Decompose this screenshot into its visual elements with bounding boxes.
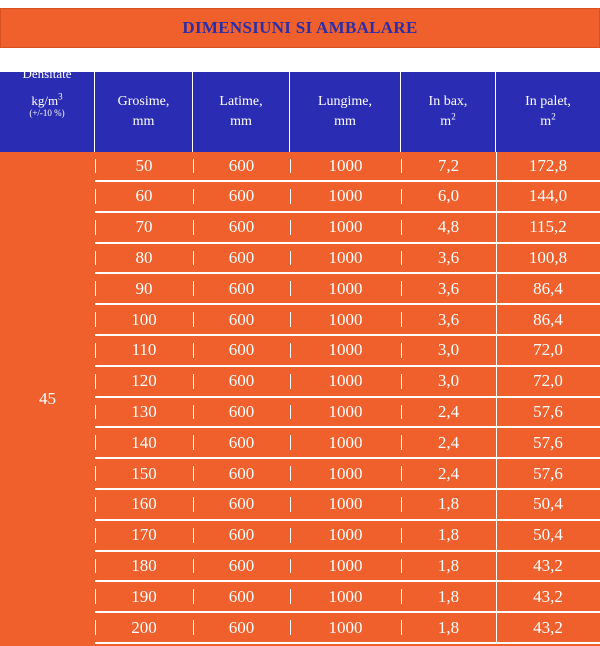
header-grosime	[95, 72, 193, 152]
header-in-bax-label: In bax,	[428, 94, 468, 109]
table-row	[95, 521, 600, 552]
cell-lungime: 1000	[290, 274, 401, 303]
header-in-bax-unit: $m^2$	[440, 111, 456, 129]
header-in-bax	[401, 72, 496, 152]
cell-in-palet: 100,8	[496, 244, 600, 273]
cell-latime: 600	[193, 152, 290, 180]
header-lungime-label: Lungime,	[317, 94, 373, 109]
cell-lungime: 1000	[290, 582, 401, 611]
header-densitate-unit: $kg/m^3$	[31, 91, 63, 108]
cell-lungime: 1000	[290, 490, 401, 519]
table-row	[95, 367, 600, 398]
cell-latime: 600	[193, 459, 290, 488]
title-bar	[0, 8, 600, 48]
cell-latime: 600	[193, 336, 290, 365]
cell-latime: 600	[193, 613, 290, 642]
cell-lungime: 1000	[290, 305, 401, 334]
page-title: DIMENSIUNI SI AMBALARE	[182, 18, 418, 37]
cell-grosime: 80	[95, 244, 193, 273]
cell-latime: 600	[193, 182, 290, 211]
cell-in-palet: 172,8	[496, 152, 600, 180]
cell-lungime: 1000	[290, 336, 401, 365]
cell-latime: 600	[193, 274, 290, 303]
header-grosime-unit: mm	[132, 114, 155, 129]
cell-lungime: 1000	[290, 459, 401, 488]
table-row	[95, 152, 600, 182]
table-row	[95, 336, 600, 367]
cell-latime: 600	[193, 490, 290, 519]
header-latime-label: Latime,	[219, 94, 263, 109]
cell-in-bax: 1,8	[401, 613, 496, 642]
table-row	[95, 459, 600, 490]
cell-in-palet: 144,0	[496, 182, 600, 211]
cell-lungime: 1000	[290, 367, 401, 396]
header-in-palet-label: In palet,	[525, 94, 571, 109]
cell-latime: 600	[193, 428, 290, 457]
cell-latime: 600	[193, 398, 290, 427]
header-in-palet	[496, 72, 600, 152]
table-row	[95, 213, 600, 244]
table-row	[95, 428, 600, 459]
cell-in-bax: 1,8	[401, 552, 496, 581]
cell-lungime: 1000	[290, 613, 401, 642]
cell-latime: 600	[193, 552, 290, 581]
cell-in-bax: 4,8	[401, 213, 496, 242]
cell-in-palet: 72,0	[496, 336, 600, 365]
table-body	[0, 152, 600, 646]
cell-latime: 600	[193, 582, 290, 611]
header-densitate	[0, 66, 95, 152]
cell-grosime: 120	[95, 367, 193, 396]
cell-grosime: 150	[95, 459, 193, 488]
table-row	[95, 274, 600, 305]
cell-grosime: 50	[95, 152, 193, 180]
cell-lungime: 1000	[290, 182, 401, 211]
cell-latime: 600	[193, 305, 290, 334]
cell-in-palet: 43,2	[496, 552, 600, 581]
cell-lungime: 1000	[290, 521, 401, 550]
cell-in-bax: 3,6	[401, 274, 496, 303]
header-latime	[193, 72, 290, 152]
cell-in-palet: 57,6	[496, 428, 600, 457]
header-grosime-label: Grosime,	[117, 94, 170, 109]
cell-latime: 600	[193, 367, 290, 396]
header-lungime-unit: mm	[334, 114, 356, 129]
cell-latime: 600	[193, 213, 290, 242]
cell-lungime: 1000	[290, 244, 401, 273]
cell-grosime: 70	[95, 213, 193, 242]
cell-grosime: 60	[95, 182, 193, 211]
cell-lungime: 1000	[290, 213, 401, 242]
densitate-value: 45	[39, 389, 56, 408]
table-row	[95, 552, 600, 583]
table-row	[95, 244, 600, 275]
table-row	[95, 398, 600, 429]
header-densitate-tolerance: (+/-10 %)	[29, 108, 65, 118]
cell-in-bax: 2,4	[401, 398, 496, 427]
table-row	[95, 182, 600, 213]
cell-grosime: 110	[95, 336, 193, 365]
cell-in-bax: 7,2	[401, 152, 496, 180]
table-row	[95, 613, 600, 644]
cell-in-bax: 3,0	[401, 336, 496, 365]
cell-lungime: 1000	[290, 428, 401, 457]
cell-grosime: 100	[95, 305, 193, 334]
cell-grosime: 190	[95, 582, 193, 611]
header-latime-unit: mm	[230, 114, 252, 129]
header-lungime	[290, 72, 401, 152]
cell-in-bax: 1,8	[401, 521, 496, 550]
cell-in-palet: 57,6	[496, 398, 600, 427]
cell-grosime: 140	[95, 428, 193, 457]
cell-in-palet: 72,0	[496, 367, 600, 396]
cell-in-palet: 50,4	[496, 521, 600, 550]
table-row	[95, 490, 600, 521]
header-in-palet-unit: $m^2$	[540, 111, 556, 129]
cell-lungime: 1000	[290, 398, 401, 427]
cell-grosime: 130	[95, 398, 193, 427]
cell-in-bax: 3,6	[401, 244, 496, 273]
cell-in-bax: 1,8	[401, 582, 496, 611]
cell-in-bax: 1,8	[401, 490, 496, 519]
cell-in-palet: 115,2	[496, 213, 600, 242]
cell-in-palet: 86,4	[496, 274, 600, 303]
cell-in-bax: 3,0	[401, 367, 496, 396]
cell-grosime: 170	[95, 521, 193, 550]
cell-latime: 600	[193, 244, 290, 273]
header-densitate-label: Densitate	[22, 66, 72, 81]
cell-in-palet: 57,6	[496, 459, 600, 488]
table-header	[0, 66, 600, 152]
cell-in-palet: 43,2	[496, 613, 600, 642]
cell-in-bax: 6,0	[401, 182, 496, 211]
cell-grosime: 90	[95, 274, 193, 303]
table-row	[95, 305, 600, 336]
table-rows	[95, 152, 600, 644]
cell-in-bax: 3,6	[401, 305, 496, 334]
cell-in-palet: 50,4	[496, 490, 600, 519]
cell-latime: 600	[193, 521, 290, 550]
cell-lungime: 1000	[290, 152, 401, 180]
cell-in-palet: 43,2	[496, 582, 600, 611]
cell-grosime: 180	[95, 552, 193, 581]
cell-in-palet: 86,4	[496, 305, 600, 334]
cell-in-bax: 2,4	[401, 428, 496, 457]
cell-grosime: 200	[95, 613, 193, 642]
cell-grosime: 160	[95, 490, 193, 519]
cell-in-bax: 2,4	[401, 459, 496, 488]
cell-lungime: 1000	[290, 552, 401, 581]
table-row	[95, 582, 600, 613]
